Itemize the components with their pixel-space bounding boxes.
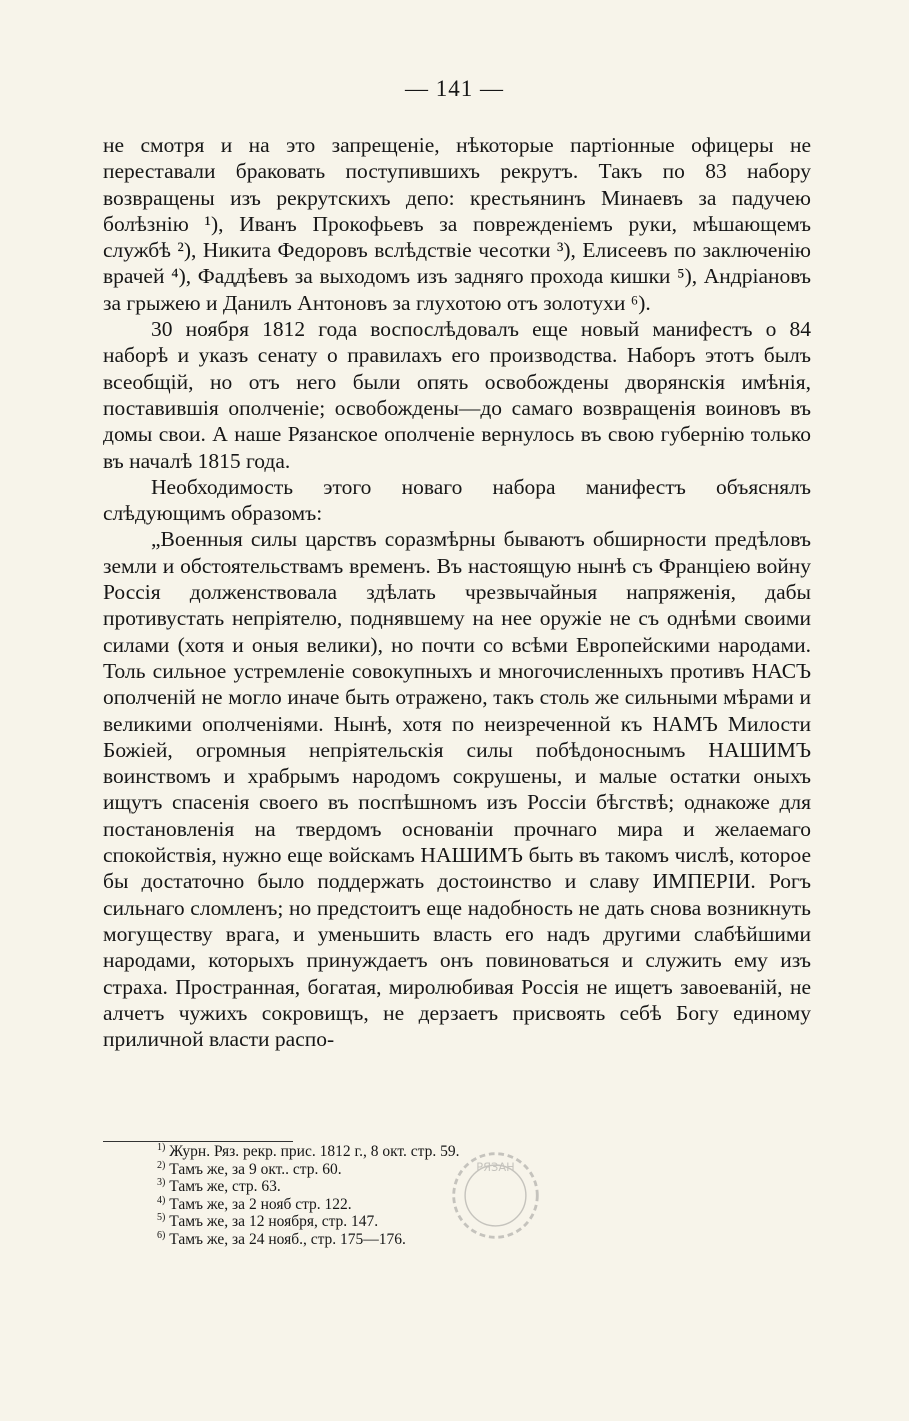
page-number: — 141 — [405, 76, 504, 101]
footnote-text: Журн. Ряз. рекр. прис. 1812 г., 8 окт. стр. 59. [169, 1143, 460, 1160]
footnote-6 [157, 1231, 717, 1249]
footnote-2 [157, 1161, 717, 1179]
footnote-mark: 5) [157, 1211, 166, 1223]
footnote-text: Тамъ же, стр. 63. [169, 1178, 281, 1195]
footnote-mark: 4) [157, 1194, 166, 1206]
footnote-3 [157, 1178, 717, 1196]
footnote-text: Тамъ же, за 2 нояб стр. 122. [169, 1195, 352, 1213]
footnote-text: Тамъ же, за 24 нояб., стр. 175—176. [169, 1230, 406, 1248]
footnote-mark: 3) [157, 1176, 166, 1188]
footnote-text: Тамъ же, за 9 окт.. стр. 60. [169, 1160, 342, 1178]
footnote-text: Тамъ же, за 12 ноября, стр. 147. [169, 1213, 379, 1230]
footnote-4 [157, 1196, 717, 1214]
footnote-mark: 6) [157, 1229, 166, 1241]
paragraph-1: не смотря и на это запрещеніе, нѣкоторые партіонные офицеры не переставали браковать поступившихъ рекрутъ. Такъ по 83 набору возвращены изъ рекрутскихъ депо: крестьянинъ Минаевъ за падучею болѣзнію ¹), Иванъ Прокофьевъ за поврежденіемъ руки, мѣшающемъ службѣ ²), Никита Федоровъ вслѣдствіе чесотки ³), Елисеевъ по заключенію врачей ⁴), Фаддѣевъ за выходомъ изъ задняго прохода кишки ⁵), Андріановъ за грыжею и Данилъ Антоновъ за глухотою отъ золотухи ⁶). [103, 133, 811, 315]
stamp-text: РЯЗАН [476, 1159, 515, 1174]
paragraph-3: Необходимость этого новаго набора манифестъ объяснялъ слѣдующимъ образомъ: [103, 474, 811, 526]
footnote-mark: 2) [157, 1159, 166, 1171]
footnote-mark: 1) [157, 1141, 166, 1153]
paragraph-2: 30 ноября 1812 года воспослѣдовалъ еще новый манифестъ о 84 наборѣ и указъ сенату о правилахъ его производства. Наборъ этотъ былъ всеобщій, но отъ него были опять освобождены дворянскія имѣнія, поставившія ополченіе; освобождены—до самаго возвращенія воиновъ въ домы свои. А наше Рязанское ополченіе вернулось въ свою губернію только въ началѣ 1815 года. [103, 317, 811, 473]
footnote-divider [103, 1141, 293, 1142]
main-text [103, 132, 811, 1052]
footnotes [157, 1143, 717, 1248]
footnote-1 [157, 1143, 717, 1161]
footnote-5 [157, 1213, 717, 1231]
manifest-quote: „Военныя силы царствъ соразмѣрны бываютъ обширности предѣловъ земли и обстоятельствамъ временъ. Въ настоящую нынѣ съ Франціею войну Россія долженствовала здѣлать чрезвычайныя напряженія, дабы противустать непріятелю, поднявшему на нее оружіе не съ однѣми своими силами (хотя и оныя велики), но почти со всѣми Европейскими народами. Толь сильное устремленіе совокупныхъ и многочисленныхъ противъ НАСЪ ополченій не могло иначе быть отражено, такъ столь же сильными мѣрами и великими ополченіями. Нынѣ, хотя по неизреченной къ НАМЪ Милости Божіей, огромныя непріятельскія силы побѣдоноснымъ НАШИМЪ воинствомъ и храбрымъ народомъ сокрушены, и малые остатки оныхъ ищутъ спасенія своего въ поспѣшномъ изъ Россіи бѣгствѣ; однакоже для постановленія на твердомъ основаніи прочнаго мира и желаемаго спокойствія, нужно еще войскамъ НАШИМЪ быть въ такомъ числѣ, которое бы достаточно было поддержать достоинство и славу ИМПЕРІИ. Рогъ сильнаго сломленъ; но предстоитъ еще надобность не дать снова возникнуть могуществу врага, и уменьшить власть его надъ другими слабѣйшими народами, которыхъ принуждаетъ онъ повиноваться и служить ему изъ страха. Пространная, богатая, миролюбивая Россія не ищетъ завоеваній, не алчетъ чужихъ сокровищъ, не дерзаетъ присвоять себѣ Богу единому приличной власти распо- [103, 527, 811, 1052]
library-stamp-icon [448, 1148, 543, 1243]
